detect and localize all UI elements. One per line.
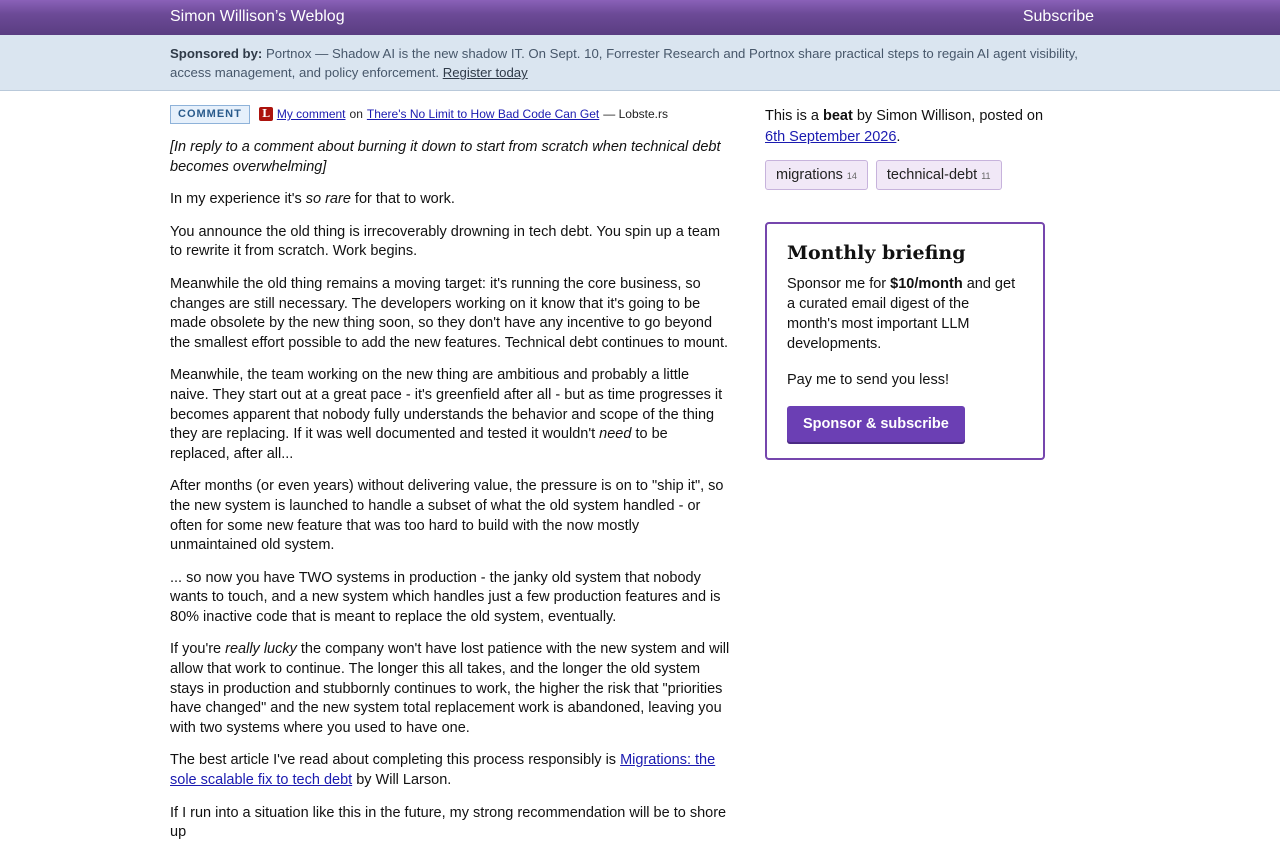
site-header	[0, 0, 1280, 35]
paragraph-7: If you're really lucky the company won't have lost patience with the new system and will allow that work to continue. The longer this all takes, and the longer the old system stays in production and stubbornly continues to work, the higher the risk that "priorities have changed" and the new system total replacement work is abandoned, leaving you with two systems where you used to have one.	[170, 641, 730, 736]
paragraph-1: In my experience it's so rare for that to work.	[170, 191, 455, 208]
sponsor-label: Sponsored by:	[170, 46, 263, 61]
thread-title-link[interactable]: There's No Limit to How Bad Code Can Get	[366, 107, 600, 121]
intro-paragraph: [In reply to a comment about burning it down to start from scratch when technical debt becomes overwhelming]	[170, 139, 721, 175]
comment-badge: COMMENT	[170, 105, 250, 124]
tag-label: migrations	[776, 167, 843, 183]
register-today-link[interactable]: Register today	[442, 65, 528, 80]
briefing-tagline: Pay me to send you less!	[787, 372, 949, 388]
entry-meta	[170, 104, 730, 124]
paragraph-4: Meanwhile, the team working on the new thing are ambitious and probably a little naive. They start out at a great pace - it's greenfield after all - but as time progresses it becomes apparent that nobody fully understands the behavior and scope of the thing they are replacing. If it was well documented and tested it wouldn't need to be replaced, after all...	[170, 367, 723, 462]
site-title-link[interactable]: Simon Willison’s Weblog	[170, 8, 345, 25]
paragraph-6: ... so now you have TWO systems in production - the janky old system that nobody wants to touch, and a new system which handles just a few production features and is 80% inactive code that is meant to replace the old system, eventually.	[170, 569, 721, 625]
briefing-text: Sponsor me for $10/month and get a curated email digest of the month's most important LLM developments.	[787, 276, 1016, 352]
entry-content	[170, 104, 730, 843]
sponsor-banner	[0, 35, 1280, 91]
subscribe-link[interactable]: Subscribe	[1022, 8, 1094, 25]
paragraph-3: Meanwhile the old thing remains a moving target: it's running the core business, so changes are still necessary. The developers working on it know that it's going to be made obsolete by the new thing soon, so they don't have any incentive to go beyond the smallest effort possible to add the new features. Technical debt continues to mount.	[170, 275, 729, 351]
tag-count: 11	[981, 171, 991, 181]
briefing-title: Monthly briefing	[787, 242, 966, 264]
sidebar	[765, 106, 1055, 460]
lobsters-icon: L	[259, 107, 273, 121]
monthly-briefing-box	[765, 222, 1045, 460]
paragraph-5: After months (or even years) without delivering value, the pressure is on to "ship it", so the new system is launched to handle a subset of what the old system handled - or often for some new feature that was too hard to build with the now mostly unmaintained old system.	[170, 478, 724, 554]
tag-count: 14	[846, 171, 857, 181]
paragraph-2: You announce the old thing is irrecoverably drowning in tech debt. You spin up a team to rewrite it from scratch. Work begins.	[170, 223, 721, 260]
paragraph-8: The best article I've read about completing this process responsibly is Migrations: the sole scalable fix to tech debt by Will Larson.	[170, 752, 716, 789]
tag-list	[765, 160, 1055, 190]
tag-technical-debt[interactable]	[876, 160, 1002, 190]
sponsor-subscribe-button[interactable]: Sponsor & subscribe	[787, 406, 965, 442]
source-text: — Lobste.rs	[603, 107, 668, 121]
paragraph-9: If I run into a situation like this in the future, my strong recommendation will be to shore up	[170, 804, 727, 841]
entry-date-link[interactable]: 6th September 2026	[765, 129, 897, 145]
sponsor-text: Portnox — Shadow AI is the new shadow IT. On Sept. 10, Forrester Research and Portnox share practical steps to regain AI agent visibility, access management, and policy enforcement.	[170, 46, 1078, 80]
my-comment-link[interactable]: My comment	[276, 107, 346, 121]
migrations-article-link[interactable]: Migrations: the sole scalable fix to tech debt	[170, 752, 716, 789]
tag-label: technical-debt	[886, 167, 978, 183]
entry-about: This is a beat by Simon Willison, posted on 6th September 2026.	[765, 108, 1044, 145]
tag-migrations[interactable]	[765, 160, 868, 190]
on-text: on	[349, 107, 363, 121]
